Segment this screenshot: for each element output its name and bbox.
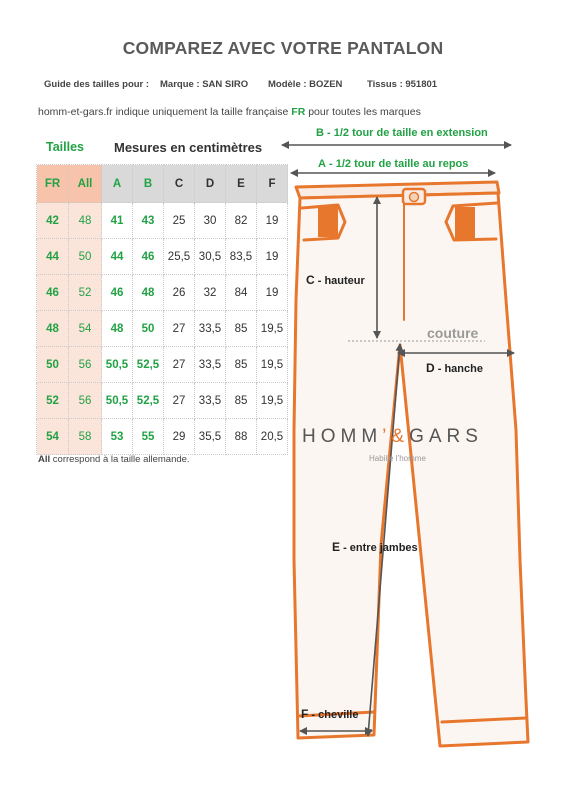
header-b: B bbox=[133, 165, 164, 203]
brand-logo: HOMM’&GARS bbox=[302, 426, 483, 447]
label-f: F - cheville bbox=[301, 707, 359, 721]
cell-d: 32 bbox=[195, 275, 226, 311]
cell-fr: 50 bbox=[37, 347, 69, 383]
footnote: All correspond à la taille allemande. bbox=[38, 454, 190, 465]
cell-e: 85 bbox=[226, 383, 257, 419]
cell-c: 29 bbox=[164, 419, 195, 455]
header-all: All bbox=[69, 165, 102, 203]
cell-f: 19 bbox=[257, 275, 288, 311]
cell-f: 19,5 bbox=[257, 383, 288, 419]
guide-label: Guide des tailles pour : bbox=[44, 79, 150, 90]
label-c: C - hauteur bbox=[306, 273, 365, 287]
cell-all: 54 bbox=[69, 311, 102, 347]
cell-all: 56 bbox=[69, 383, 102, 419]
label-b: B - 1/2 tour de taille en extension bbox=[316, 127, 488, 139]
header-fr: FR bbox=[37, 165, 69, 203]
fabric-info: Tissus : 951801 bbox=[367, 79, 438, 90]
cell-fr: 46 bbox=[37, 275, 69, 311]
cell-f: 19 bbox=[257, 203, 288, 239]
mesures-heading: Mesures en centimètres bbox=[114, 140, 263, 155]
cell-a: 41 bbox=[102, 203, 133, 239]
cell-b: 48 bbox=[133, 275, 164, 311]
cell-f: 19,5 bbox=[257, 347, 288, 383]
cell-b: 46 bbox=[133, 239, 164, 275]
cell-b: 50 bbox=[133, 311, 164, 347]
cell-fr: 54 bbox=[37, 419, 69, 455]
label-couture: couture bbox=[427, 325, 479, 341]
cell-c: 27 bbox=[164, 347, 195, 383]
label-e: E - entre jambes bbox=[332, 540, 418, 554]
cell-e: 84 bbox=[226, 275, 257, 311]
header-d: D bbox=[195, 165, 226, 203]
cell-c: 25 bbox=[164, 203, 195, 239]
cell-c: 26 bbox=[164, 275, 195, 311]
cell-e: 82 bbox=[226, 203, 257, 239]
waist-button bbox=[410, 193, 419, 202]
cell-all: 56 bbox=[69, 347, 102, 383]
cell-b: 52,5 bbox=[133, 383, 164, 419]
cell-e: 85 bbox=[226, 311, 257, 347]
cell-a: 44 bbox=[102, 239, 133, 275]
cell-fr: 48 bbox=[37, 311, 69, 347]
cell-b: 55 bbox=[133, 419, 164, 455]
cell-c: 25,5 bbox=[164, 239, 195, 275]
trouser-outline bbox=[294, 182, 528, 746]
cell-c: 27 bbox=[164, 311, 195, 347]
cell-f: 19 bbox=[257, 239, 288, 275]
cell-e: 85 bbox=[226, 347, 257, 383]
cell-fr: 52 bbox=[37, 383, 69, 419]
label-a: A - 1/2 tour de taille au repos bbox=[318, 158, 469, 170]
cell-f: 19,5 bbox=[257, 311, 288, 347]
cell-fr: 42 bbox=[37, 203, 69, 239]
tailles-heading: Tailles bbox=[46, 140, 84, 154]
cell-a: 48 bbox=[102, 311, 133, 347]
brand-tagline: Habille l’homme bbox=[369, 454, 426, 463]
cell-a: 46 bbox=[102, 275, 133, 311]
cell-d: 33,5 bbox=[195, 383, 226, 419]
page-title: COMPAREZ AVEC VOTRE PANTALON bbox=[122, 38, 444, 58]
cell-fr: 44 bbox=[37, 239, 69, 275]
cell-e: 83,5 bbox=[226, 239, 257, 275]
cell-all: 48 bbox=[69, 203, 102, 239]
intro-text: homm-et-gars.fr indique uniquement la taille française FR pour toutes les marques bbox=[38, 106, 421, 118]
cell-d: 30 bbox=[195, 203, 226, 239]
model-info: Modèle : BOZEN bbox=[268, 79, 343, 90]
cell-b: 43 bbox=[133, 203, 164, 239]
header-a: A bbox=[102, 165, 133, 203]
cell-d: 33,5 bbox=[195, 311, 226, 347]
label-d: D - hanche bbox=[426, 361, 483, 375]
hip-pocket-left bbox=[318, 205, 338, 237]
header-c: C bbox=[164, 165, 195, 203]
hip-pocket-right bbox=[455, 207, 475, 239]
cell-a: 53 bbox=[102, 419, 133, 455]
header-f: F bbox=[257, 165, 288, 203]
cell-all: 58 bbox=[69, 419, 102, 455]
cell-b: 52,5 bbox=[133, 347, 164, 383]
cell-all: 50 bbox=[69, 239, 102, 275]
cell-a: 50,5 bbox=[102, 383, 133, 419]
cell-d: 33,5 bbox=[195, 347, 226, 383]
cell-d: 35,5 bbox=[195, 419, 226, 455]
cell-c: 27 bbox=[164, 383, 195, 419]
cell-all: 52 bbox=[69, 275, 102, 311]
brand-info: Marque : SAN SIRO bbox=[160, 79, 249, 90]
header-e: E bbox=[226, 165, 257, 203]
cell-d: 30,5 bbox=[195, 239, 226, 275]
cell-e: 88 bbox=[226, 419, 257, 455]
cell-f: 20,5 bbox=[257, 419, 288, 455]
cell-a: 50,5 bbox=[102, 347, 133, 383]
